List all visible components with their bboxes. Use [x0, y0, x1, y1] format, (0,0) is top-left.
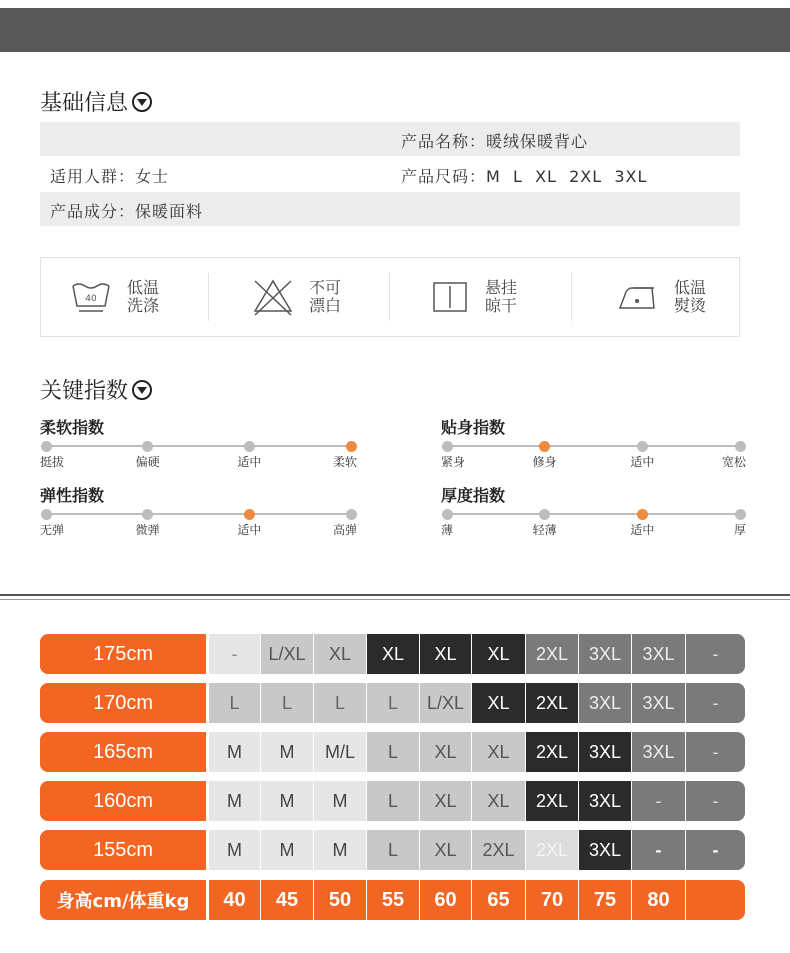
scale-label: 紧身 [441, 455, 466, 469]
size-cell: 2XL [526, 781, 578, 821]
size-cell: XL [420, 732, 471, 772]
wash-temp: 40 [85, 294, 97, 304]
size-cell: 3XL [632, 683, 685, 723]
scale-line [447, 513, 740, 515]
scale-line [46, 513, 351, 515]
product-name: 产品名称：暖绒保暖背心 [401, 132, 589, 151]
weight-cell: 65 [472, 880, 525, 920]
care-label-dry: 悬挂 晾干 [485, 278, 518, 315]
size-cell: XL [420, 781, 471, 821]
height-label: 175cm [40, 634, 206, 674]
key-index-title [40, 374, 152, 405]
size-cell: XL [420, 634, 471, 674]
size-cell: M [209, 732, 260, 772]
size-cell: 2XL [526, 683, 578, 723]
scale-dot-active [539, 441, 550, 452]
info-row-2 [40, 157, 740, 191]
scale-dot [539, 509, 550, 520]
key-index-title-text: 关键指数 [40, 379, 129, 404]
care-divider [389, 273, 390, 321]
care-item-dry [431, 258, 517, 336]
size-cell: XL [367, 634, 419, 674]
size-cell: M [261, 830, 313, 870]
scale-dot [735, 509, 746, 520]
size-cell: - [686, 781, 745, 821]
scale-line [46, 445, 351, 447]
size-cell: M [261, 781, 313, 821]
size-cell: L [261, 683, 313, 723]
care-divider [571, 273, 572, 321]
height-label: 165cm [40, 732, 206, 772]
scale-dot-active [244, 509, 255, 520]
scale-label: 修身 [532, 455, 557, 469]
scale-dot [442, 441, 453, 452]
scale-title: 贴身指数 [441, 418, 506, 437]
scale-dot [735, 441, 746, 452]
scale-dot [41, 441, 52, 452]
scale-label: 高弹 [332, 523, 357, 537]
size-cell: 3XL [579, 781, 631, 821]
dropdown-circle-icon [132, 92, 152, 112]
scale-label: 柔软 [332, 455, 357, 469]
info-row-1 [40, 122, 740, 156]
size-cell: 2XL [526, 634, 578, 674]
size-cell: - [209, 634, 260, 674]
care-item-bleach [251, 258, 341, 336]
scale-label: 适中 [630, 523, 655, 537]
size-cell: L [209, 683, 260, 723]
size-cell: 2XL [526, 732, 578, 772]
scale-label: 薄 [441, 523, 454, 537]
scale-dot [142, 441, 153, 452]
material: 产品成分：保暖面料 [50, 202, 204, 221]
scale-line [447, 445, 740, 447]
scale-label: 适中 [237, 523, 262, 537]
weight-cell: 70 [526, 880, 578, 920]
care-label-wash: 低温 洗涤 [127, 278, 160, 315]
scale-dot [142, 509, 153, 520]
basic-info-title [40, 86, 152, 117]
size-cell: L [367, 781, 419, 821]
care-item-wash [69, 258, 159, 336]
size-cell: 3XL [632, 732, 685, 772]
size-cell: 3XL [579, 683, 631, 723]
size-cell: M [261, 732, 313, 772]
wash-40-icon [69, 280, 113, 314]
weight-cell: 80 [632, 880, 685, 920]
section-divider-thin [0, 599, 790, 600]
size-cell: - [686, 732, 745, 772]
scale-label: 无弹 [40, 523, 65, 537]
size-cell: - [686, 683, 745, 723]
size-cell: L [367, 830, 419, 870]
size-cell: M [314, 781, 366, 821]
scale-title: 厚度指数 [441, 486, 506, 505]
care-item-iron [616, 258, 706, 336]
scale-label: 微弹 [135, 523, 160, 537]
size-cell: M [314, 830, 366, 870]
scale-label: 适中 [237, 455, 262, 469]
size-cell: - [632, 830, 685, 870]
height-label: 155cm [40, 830, 206, 870]
size-cell: XL [472, 683, 525, 723]
scale-dot [442, 509, 453, 520]
size-cell: - [632, 781, 685, 821]
dropdown-circle-icon [132, 380, 152, 400]
height-label: 160cm [40, 781, 206, 821]
no-bleach-icon [251, 277, 295, 317]
scale-dot [346, 509, 357, 520]
size-cell: 3XL [632, 634, 685, 674]
weight-cell: 75 [579, 880, 631, 920]
audience: 适用人群：女士 [50, 167, 170, 186]
weight-cell: 45 [261, 880, 313, 920]
size-cell: L [367, 732, 419, 772]
size-cell: 2XL [526, 830, 578, 870]
size-cell: XL [472, 634, 525, 674]
size-cell: XL [420, 830, 471, 870]
size-cell: M [209, 781, 260, 821]
care-divider [208, 273, 209, 321]
scale-label: 偏硬 [135, 455, 160, 469]
scale-label: 适中 [630, 455, 655, 469]
scale-dot-active [346, 441, 357, 452]
size-cell: 3XL [579, 634, 631, 674]
scale-label: 轻薄 [532, 523, 557, 537]
weight-row-label: 身高cm/体重kg [40, 880, 206, 920]
weight-cell: 50 [314, 880, 366, 920]
size-cell: L/XL [420, 683, 471, 723]
scale-dot [244, 441, 255, 452]
scale-dot [637, 441, 648, 452]
size-cell: - [686, 830, 745, 870]
scale-dot-active [637, 509, 648, 520]
scale-dot [41, 509, 52, 520]
product-sizes: 产品尺码：M L XL 2XL 3XL [401, 167, 648, 186]
size-cell: L [314, 683, 366, 723]
weight-cell: 60 [420, 880, 471, 920]
size-cell: L [367, 683, 419, 723]
size-cell: 3XL [579, 830, 631, 870]
size-cell: XL [472, 781, 525, 821]
care-instructions [40, 257, 740, 337]
section-divider [0, 594, 790, 596]
size-cell: 3XL [579, 732, 631, 772]
care-label-iron: 低温 熨烫 [674, 278, 707, 315]
care-label-bleach: 不可 漂白 [309, 278, 342, 315]
size-cell: - [686, 634, 745, 674]
size-cell: XL [314, 634, 366, 674]
weight-cell [686, 880, 745, 920]
scale-title: 弹性指数 [40, 486, 105, 505]
low-iron-icon [616, 280, 660, 314]
weight-cell: 55 [367, 880, 419, 920]
weight-cell: 40 [209, 880, 260, 920]
hang-dry-icon [431, 280, 471, 314]
size-cell: XL [472, 732, 525, 772]
size-cell: 2XL [472, 830, 525, 870]
size-cell: M [209, 830, 260, 870]
info-row-3 [40, 192, 740, 226]
scale-label: 厚 [733, 523, 746, 537]
scale-title: 柔软指数 [40, 418, 105, 437]
size-cell: L/XL [261, 634, 313, 674]
scale-label: 宽松 [721, 455, 746, 469]
height-label: 170cm [40, 683, 206, 723]
size-cell: M/L [314, 732, 366, 772]
scale-label: 挺拔 [40, 455, 65, 469]
basic-info-title-text: 基础信息 [40, 91, 129, 116]
top-banner [0, 8, 790, 52]
